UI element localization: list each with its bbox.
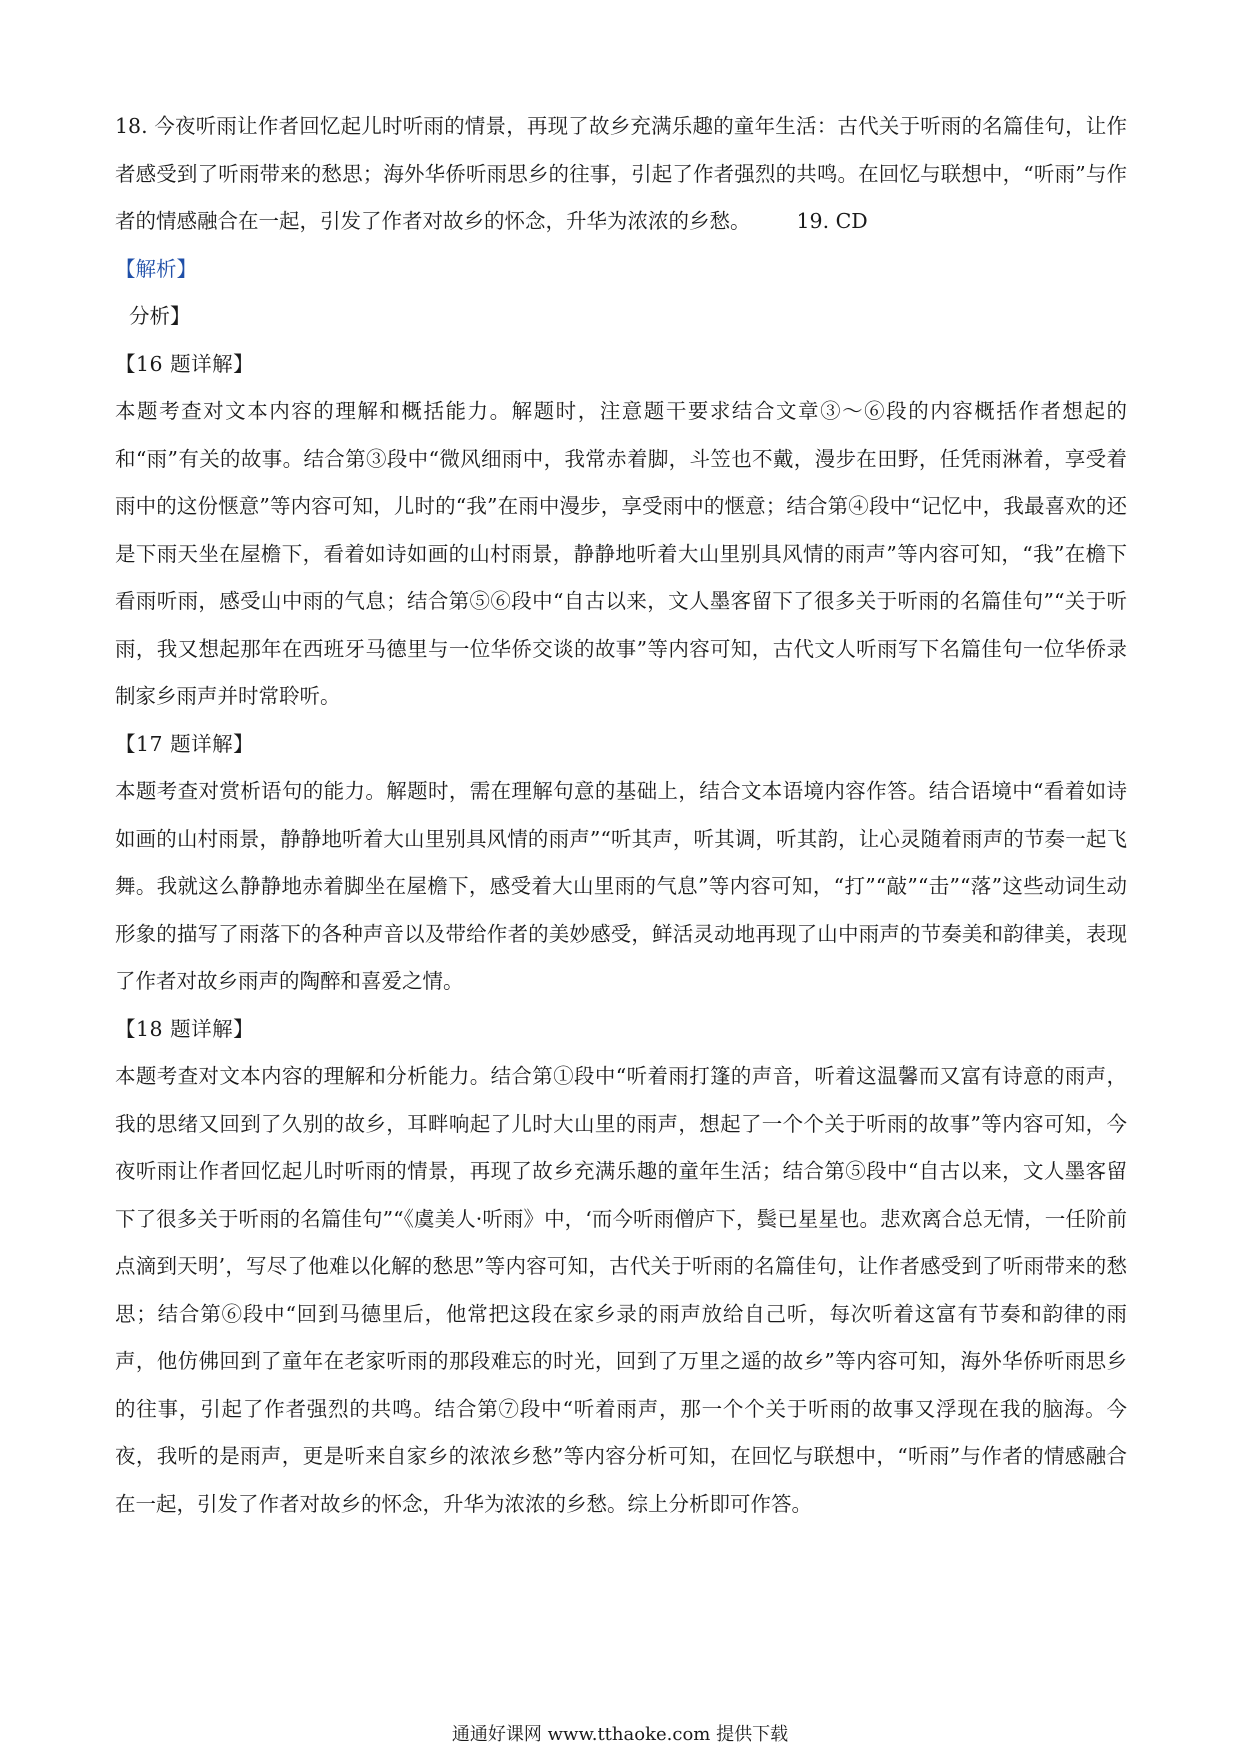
answer-18-paragraph [115,103,1127,246]
answer-19-text: 19. CD [796,209,868,233]
section-16-heading: 【16 题详解】 [115,351,255,376]
section-17-heading: 【17 题详解】 [115,731,255,756]
section-17-body: 本题考查对赏析语句的能力。解题时，需在理解句意的基础上，结合文本语境内容作答。结合语境中“看着如诗如画的山村雨景，静静地听着大山里别具风情的雨声”“听其声，听其调，听其韵，让心灵随着雨声的节奏一起飞舞。我就这么静静地赤着脚坐在屋檐下，感受着大山里雨的气息”等内容可知，“打”“敲”“击”“落”这些动词生动形象的描写了雨落下的各种声音以及带给作者的美妙感受，鲜活灵动地再现了山中雨声的节奏美和韵律美，表现了作者对故乡雨声的陶醉和喜爱之情。 [115,779,1127,993]
document-page [115,103,1127,1528]
section-16-body: 本题考查对文本内容的理解和概括能力。解题时，注意题干要求结合文章③～⑥段的内容概括作者想起的和“雨”有关的故事。结合第③段中“微风细雨中，我常赤着脚，斗笠也不戴，漫步在田野，任凭雨淋着，享受着雨中的这份惬意”等内容可知，儿时的“我”在雨中漫步，享受雨中的惬意；结合第④段中“记忆中，我最喜欢的还是下雨天坐在屋檐下，看着如诗如画的山村雨景，静静地听着大山里别具风情的雨声”等内容可知，“我”在檐下看雨听雨，感受山中雨的气息；结合第⑤⑥段中“自古以来，文人墨客留下了很多关于听雨的名篇佳句”“关于听雨，我又想起那年在西班牙马德里与一位华侨交谈的故事”等内容可知，古代文人听雨写下名篇佳句一位华侨录制家乡雨声并时常聆听。 [115,399,1127,708]
jiexi-label: 【解析】 [115,256,197,281]
answer-18-text: 18. 今夜听雨让作者回忆起儿时听雨的情景，再现了故乡充满乐趣的童年生活：古代关于听雨的名篇佳句，让作者感受到了听雨带来的愁思；海外华侨听雨思乡的往事，引起了作者强烈的共鸣。在回忆与联想中，“听雨”与作者的情感融合在一起，引发了作者对故乡的怀念，升华为浓浓的乡愁。 [115,114,1127,233]
section-18-heading: 【18 题详解】 [115,1016,255,1041]
page-footer: 通通好课网 www.tthaoke.com 提供下载 [451,1724,789,1745]
fenxi-label: 分析】 [129,304,191,328]
section-18-body: 本题考查对文本内容的理解和分析能力。结合第①段中“听着雨打篷的声音，听着这温馨而又富有诗意的雨声，我的思绪又回到了久别的故乡，耳畔响起了儿时大山里的雨声，想起了一个个关于听雨的故事”等内容可知，今夜听雨让作者回忆起儿时听雨的情景，再现了故乡充满乐趣的童年生活；结合第⑤段中“自古以来，文人墨客留下了很多关于听雨的名篇佳句”“《虞美人·听雨》中，‘而今听雨僧庐下，鬓已星星也。悲欢离合总无情，一任阶前点滴到天明’，写尽了他难以化解的愁思”等内容可知，古代关于听雨的名篇佳句，让作者感受到了听雨带来的愁思；结合第⑥段中“回到马德里后，他常把这段在家乡录的雨声放给自己听，每次听着这富有节奏和韵律的雨声，他仿佛回到了童年在老家听雨的那段难忘的时光，回到了万里之遥的故乡”等内容可知，海外华侨听雨思乡的往事，引起了作者强烈的共鸣。结合第⑦段中“听着雨声，那一个个关于听雨的故事又浮现在我的脑海。今夜，我听的是雨声，更是听来自家乡的浓浓乡愁”等内容分析可知，在回忆与联想中，“听雨”与作者的情感融合在一起，引发了作者对故乡的怀念，升华为浓浓的乡愁。综上分析即可作答。 [115,1064,1127,1516]
